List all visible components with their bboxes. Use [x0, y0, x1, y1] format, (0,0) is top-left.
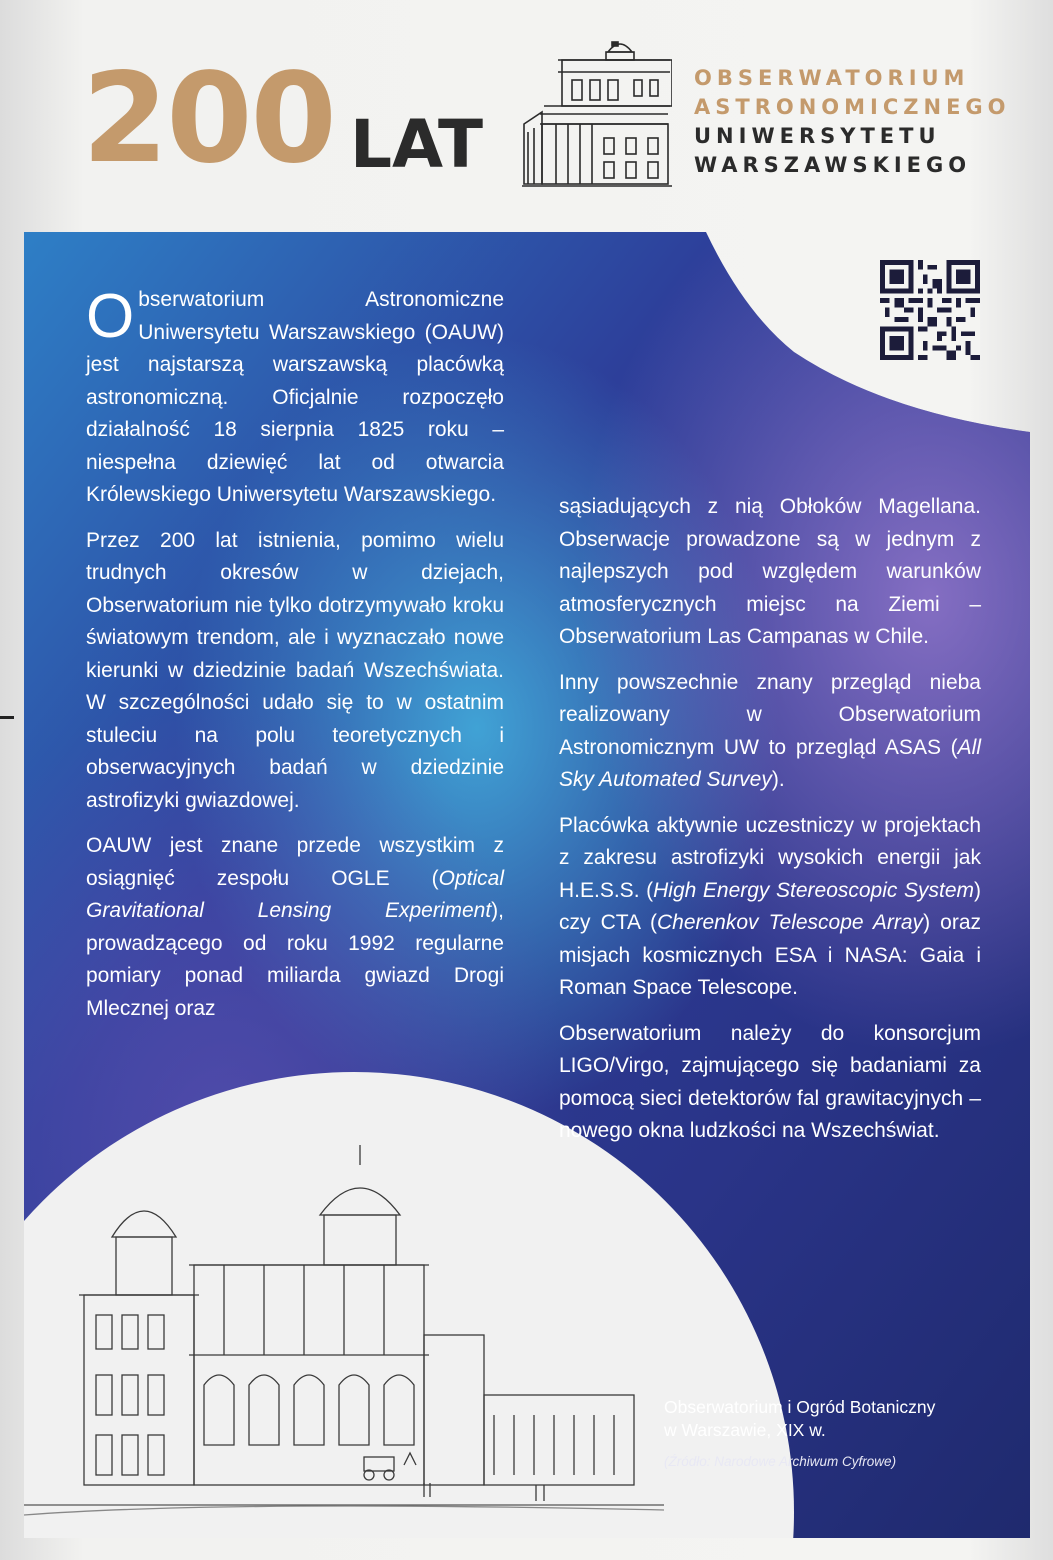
he-italic-2: Cherenkov Telescope Array: [656, 911, 924, 934]
drop-cap: O: [86, 282, 135, 351]
anniversary-unit: LAT: [350, 106, 484, 183]
observatory-engraving: [24, 1105, 664, 1538]
he-text-b: ) czy CTA (: [559, 878, 981, 934]
asas-text-a: Inny powszechnie znany przegląd nieba realizowany w Obserwatorium Astronomicznym UW to przegląd ASAS (: [559, 670, 981, 759]
history-paragraph: Przez 200 lat istnienia, pomimo wielu trudnych okresów w dziejach, Obserwatorium nie tylko dotrzymywało kroku światowym trendom, ale i wyznaczało nowe kierunki w dziedzinie badań Wszechświata. W szczególności udało się to w ostatnim stuleciu na polu teoretycznych i obserwacyjnych badań w dziedzinie astrofizyki gwiazdowej.: [86, 528, 504, 812]
ogle-text-a: OAUW jest znane przede wszystkim z osiągnięć zespołu OGLE (: [86, 834, 504, 890]
organization-name: [694, 64, 1011, 180]
left-text-column: [86, 284, 504, 1038]
org-line-1: OBSERWATORIUM: [694, 66, 970, 90]
ligo-paragraph: Obserwatorium należy do konsorcjum LIGO/Virgo, zajmującego się badaniami za pomocą sieci detektorów fal grawitacyjnych – nowego okna ludzkości na Wszechświat.: [559, 1021, 981, 1142]
intro-paragraph: [86, 284, 504, 512]
image-source: (Źródło: Narodowe Archiwum Cyfrowe): [664, 1454, 897, 1469]
caption-line-1: Obserwatorium i Ogród Botaniczny: [664, 1397, 936, 1417]
high-energy-paragraph: [559, 810, 981, 1005]
ogle-paragraph: [86, 830, 504, 1025]
asas-italic: All Sky Automated Survey: [559, 735, 981, 791]
edge-mark: [0, 716, 14, 719]
image-caption: [664, 1396, 994, 1442]
he-text-c: ) oraz misjach kosmicznych ESA i NASA: Gaia i Roman Space Telescope.: [559, 911, 981, 999]
intro-text: bserwatorium Astronomiczne Uniwersytetu Warszawskiego (OAUW) jest najstarszą warszawską placówką astronomiczną. Oficjalnie rozpoczęło działalność 18 sierpnia 1825 roku – niespełna dziewięć lat od otwarcia Królewskiego Uniwersytetu Warszawskiego.: [86, 288, 504, 506]
org-line-2: ASTRONOMICZNEGO: [694, 95, 1011, 119]
magellan-paragraph: sąsiadujących z nią Obłoków Magellana. Obserwacje prowadzone są w jednym z najlepszych pod względem warunków atmosferycznych miejsc na Ziemi – Obserwatorium Las Campanas w Chile.: [559, 495, 981, 648]
asas-paragraph: [559, 667, 981, 797]
observatory-building-logo: [522, 32, 672, 188]
org-line-4: WARSZAWSKIEGO: [694, 153, 972, 177]
org-line-3: UNIWERSYTETU: [694, 124, 941, 148]
ogle-text-b: ), prowadzącego od roku 1992 regularne pomiary ponad miliarda gwiazd Drogi Mlecznej oraz: [86, 899, 504, 1020]
he-italic-1: High Energy Stereoscopic System: [653, 878, 974, 902]
ogle-italic: Optical Gravitational Lensing Experiment: [86, 866, 504, 922]
qr-code-icon[interactable]: [877, 260, 983, 360]
right-text-column: [559, 491, 981, 1161]
caption-line-2: w Warszawie, XIX w.: [664, 1420, 826, 1440]
he-text-a: Placówka aktywnie uczestniczy w projektach z zakresu astrofizyki wysokich energii jak H.E.S.S. (: [559, 813, 981, 902]
anniversary-number: 200: [82, 47, 335, 191]
asas-text-b: ).: [771, 768, 785, 791]
